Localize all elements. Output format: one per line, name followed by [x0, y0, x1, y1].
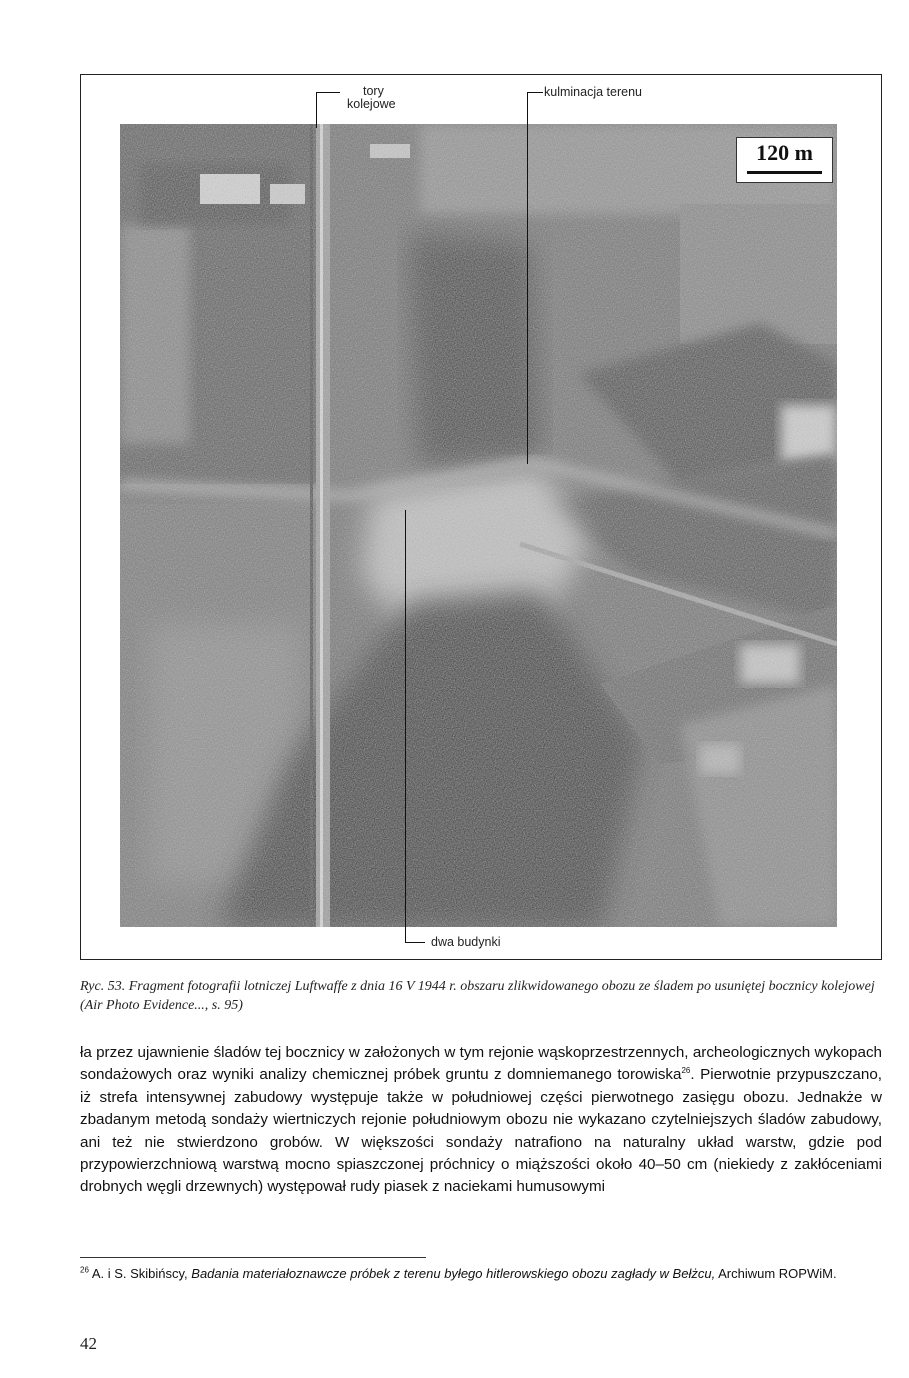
- scale-bar: [747, 171, 822, 174]
- tracks-leader-horizontal: [316, 92, 340, 93]
- footnote: [80, 1264, 882, 1283]
- buildings-leader-horizontal: [405, 942, 425, 943]
- footnote-reference: 26: [681, 1066, 691, 1076]
- footnote-number: 26: [80, 1265, 89, 1275]
- body-text-part-1: ła przez ujawnienie śladów tej bocznicy w założonych w tym rejonie wąskoprzestrzennych, archeologicznych wykopach sondażowych oraz wyniki analizy chemicznej próbek gruntu z domniemanego torowiska: [80, 1044, 882, 1084]
- buildings-leader-vertical: [405, 510, 406, 942]
- body-paragraph: [80, 1042, 882, 1199]
- label-tracks-2: kolejowe: [347, 97, 396, 111]
- label-summit: kulminacja terenu: [544, 85, 642, 99]
- aerial-photograph: [120, 124, 837, 927]
- label-buildings: dwa budynki: [431, 935, 501, 949]
- footnote-rest: Archiwum ROPWiM.: [718, 1266, 837, 1281]
- summit-leader-vertical: [527, 92, 528, 464]
- footnote-rule: [80, 1257, 426, 1258]
- scale-label: 120 m: [756, 140, 813, 165]
- footnote-title: Badania materiałoznawcze próbek z terenu byłego hitlerowskiego obozu zagłady w Bełżcu,: [191, 1266, 716, 1281]
- figure-caption: Ryc. 53. Fragment fotografii lotniczej Luftwaffe z dnia 16 V 1944 r. obszaru zlikwidowanego obozu ze śladem po usuniętej bocznicy kolejowej (Air Photo Evidence..., s. 95): [80, 979, 875, 1013]
- body-text-part-2: . Pierwotnie przypuszczano, iż strefa intensywnej zabudowy występuje także w południowej części pierwotnego zasięgu obozu. Jednakże w zbadanym metodą sondaży wiertniczych rejonie południowym obozu nie wykazano czytelniejszych śladów zabudowy, ani też nie stwierdzono grobów. W większości sondaży natrafiono na naturalny układ warstw, gdzie pod przypowierzchniową warstwą mocno spiaszczonej próchnicy o miąższości około 40–50 cm (niekiedy z zakłóceniami drobnych węgli drzewnych) występował rudy piasek z naciekami humusowymi: [80, 1066, 882, 1196]
- summit-leader-horizontal: [527, 92, 543, 93]
- scale-indicator: [736, 137, 833, 183]
- page-number: 42: [80, 1334, 97, 1353]
- label-tracks: tory: [363, 84, 384, 98]
- footnote-authors: A. i S. Skibińscy,: [91, 1266, 188, 1281]
- tracks-leader-vertical: [316, 92, 317, 128]
